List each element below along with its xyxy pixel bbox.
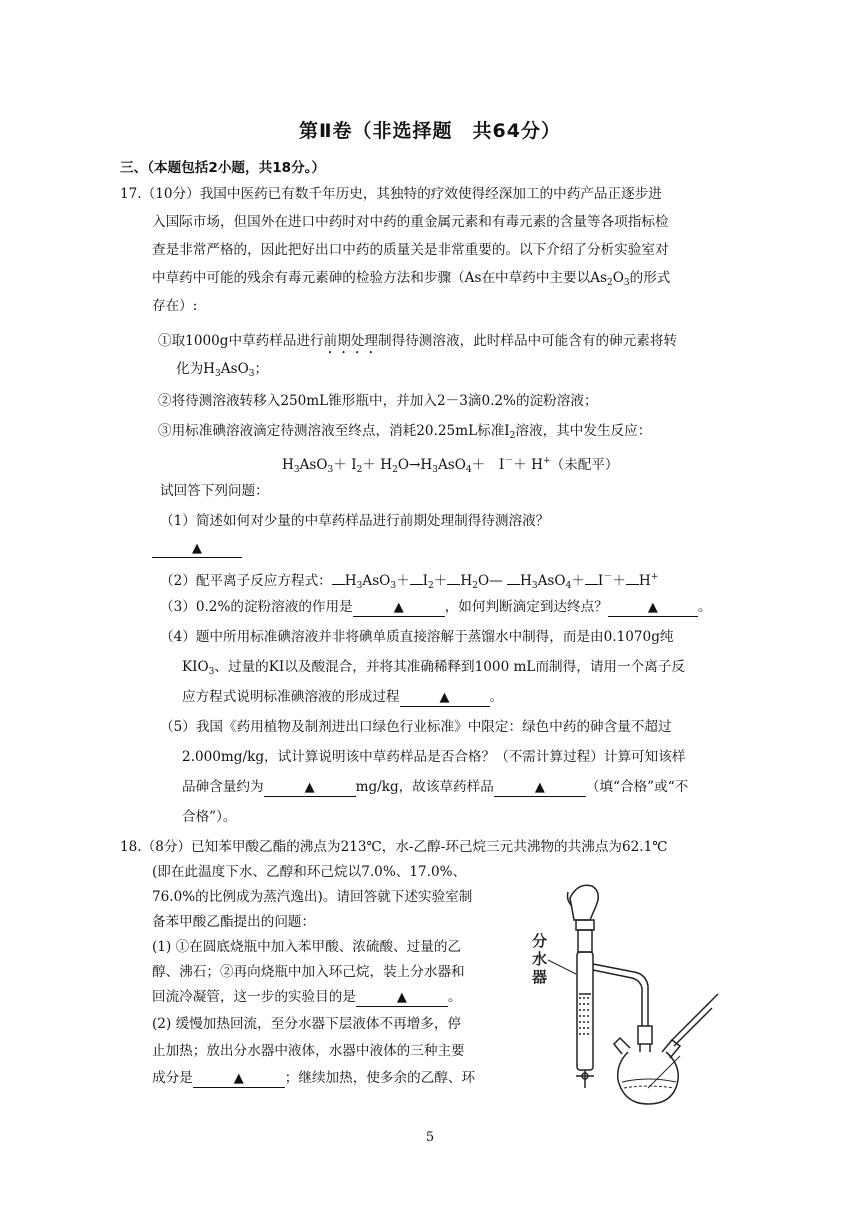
q17-ask: 试回答下列问题： — [160, 483, 269, 499]
answer-blank[interactable] — [447, 584, 460, 585]
apparatus-label-char-1: 分 — [532, 932, 548, 950]
answer-blank[interactable] — [626, 584, 639, 585]
q17-intro-line-4: 中草药中可能的残余有毒元素砷的检验方法和步骤（As在中草药中主要以$As_2O_3$的形式 — [152, 270, 671, 288]
q17-intro-line-3: 查是非常严格的，因此把好出口中药的质量关是非常重要的。以下介绍了分析实验室对 — [152, 242, 669, 258]
q17-part-5: （5）我国《药用植物及制剂进出口绿色行业标准》中限定：绿色中药的砷含量不超过 — [160, 719, 672, 735]
q18-line-9: 止加热；放出分水器中液体，水器中液体的三种主要 — [152, 1043, 465, 1059]
q17-part-1: （1）简述如何对少量的中草药样品进行前期处理制得待测溶液？ — [160, 513, 550, 529]
answer-blank[interactable] — [507, 584, 520, 585]
answer-blank[interactable]: ▲ — [494, 780, 586, 797]
part-title: 第Ⅱ卷（非选择题 共64分） — [299, 120, 561, 142]
q17-intro-line-5: 存在）: — [152, 298, 198, 314]
answer-blank[interactable] — [585, 584, 598, 585]
water-separator-apparatus-figure — [530, 876, 740, 1106]
q18-line-7: 回流冷凝管，这一步的实验目的是 ▲ 。 — [152, 989, 462, 1005]
q17-part-1-answer — [152, 538, 242, 558]
q17-step-3: ③用标准碘溶液滴定待测溶液至终点，消耗20.25mL标准$I_2$溶液，其中发生反应： — [158, 423, 652, 441]
reaction-equation: $H_3AsO_3+ I_2+ H_2O\to H_3AsO_4+$ I－＋ H+（未配平） — [282, 456, 619, 475]
q17-part-4-line-2: $KIO_3$、过量的KI以及酸混合，并将其准确稀释到1000 mL而制得，请用一个离子反 — [182, 659, 685, 677]
answer-blank[interactable]: ▲ — [264, 780, 356, 797]
q17-part-2: （2）配平离子反应方程式： $H_3AsO_3+ I_2+$ $H_2O—$ $H_3AsO_4+ I^-+ H^+$ — [160, 572, 659, 591]
q17-intro-line-1: 17.（10分）我国中医药已有数千年历史，其独特的疗效使得经深加工的中药产品正逐步进 — [120, 186, 662, 202]
q18-line-3: 76.0%的比例成为蒸汽逸出)。请回答就下述实验室制 — [152, 889, 473, 905]
q17-step-1-cont: 化为$H_3AsO_3$； — [176, 361, 269, 379]
answer-blank[interactable]: ▲ — [193, 1071, 285, 1088]
apparatus-label-char-2: 水 — [532, 950, 548, 968]
q17-part-4-line-3: 应方程式说明标准碘溶液的形成过程 ▲ 。 — [182, 689, 504, 705]
answer-blank[interactable]: ▲ — [400, 690, 490, 707]
q18-line-1: 18.（8分）已知苯甲酸乙酯的沸点为213℃，水-乙醇-环己烷三元共沸物的共沸点为62.1℃ — [120, 839, 668, 855]
q18-line-5: (1) ①在圆底烧瓶中加入苯甲酸、浓硫酸、过量的乙 — [152, 939, 462, 955]
q17-part-3: （3）0.2%的淀粉溶液的作用是 ▲ ，如何判断滴定到达终点？ ▲ 。 — [160, 599, 712, 615]
q17-step-1: ①取1000g中草药样品进行前期处理制得待测溶液，此时样品中可能含有的砷元素将转 — [158, 333, 678, 349]
answer-blank[interactable] — [410, 584, 423, 585]
apparatus-drawing — [530, 876, 740, 1106]
q18-line-2: (即在此温度下水、乙醇和环己烷以7.0%、17.0%、 — [152, 864, 467, 880]
answer-blank[interactable]: ▲ — [356, 990, 448, 1007]
q17-part-5-line-3: 品砷含量约为 ▲ mg/kg，故该草药样品 ▲ （填“合格”或“不 — [182, 779, 689, 795]
q17-intro-line-2: 入国际市场，但国外在进口中药时对中药的重金属元素和有毒元素的含量等各项指标检 — [152, 214, 669, 230]
q18-line-6: 醇、沸石；②再向烧瓶中加入环己烷，装上分水器和 — [152, 964, 465, 980]
apparatus-label-char-3: 器 — [532, 968, 548, 986]
answer-blank[interactable] — [332, 584, 345, 585]
page-number: 5 — [425, 1130, 435, 1145]
answer-blank[interactable]: ▲ — [608, 600, 698, 617]
emphasis-dots: 前期处理 — [323, 333, 379, 349]
q17-part-5-line-2: 2.000mg/kg，试计算说明该中草药样品是否合格？（不需计算过程）计算可知该样 — [182, 749, 686, 765]
q18-line-4: 备苯甲酸乙酯提出的问题： — [152, 914, 316, 930]
q17-step-2: ②将待测溶液转移入250mL锥形瓶中，并加入2－3滴0.2%的淀粉溶液； — [158, 393, 598, 409]
answer-blank[interactable]: ▲ — [353, 600, 445, 617]
section-heading: 三、（本题包括2小题，共18分。） — [120, 160, 326, 176]
answer-blank[interactable]: ▲ — [152, 541, 242, 558]
q17-part-4: （4）题中所用标准碘溶液并非将碘单质直接溶解于蒸馏水中制得，而是由0.1070g纯 — [160, 629, 674, 645]
q18-line-10: 成分是 ▲ ；继续加热，使多余的乙醇、环 — [152, 1070, 476, 1086]
q17-part-5-line-4: 合格”）。 — [182, 809, 237, 825]
q18-line-8: (2) 缓慢加热回流，至分水器下层液体不再增多，停 — [152, 1016, 462, 1032]
